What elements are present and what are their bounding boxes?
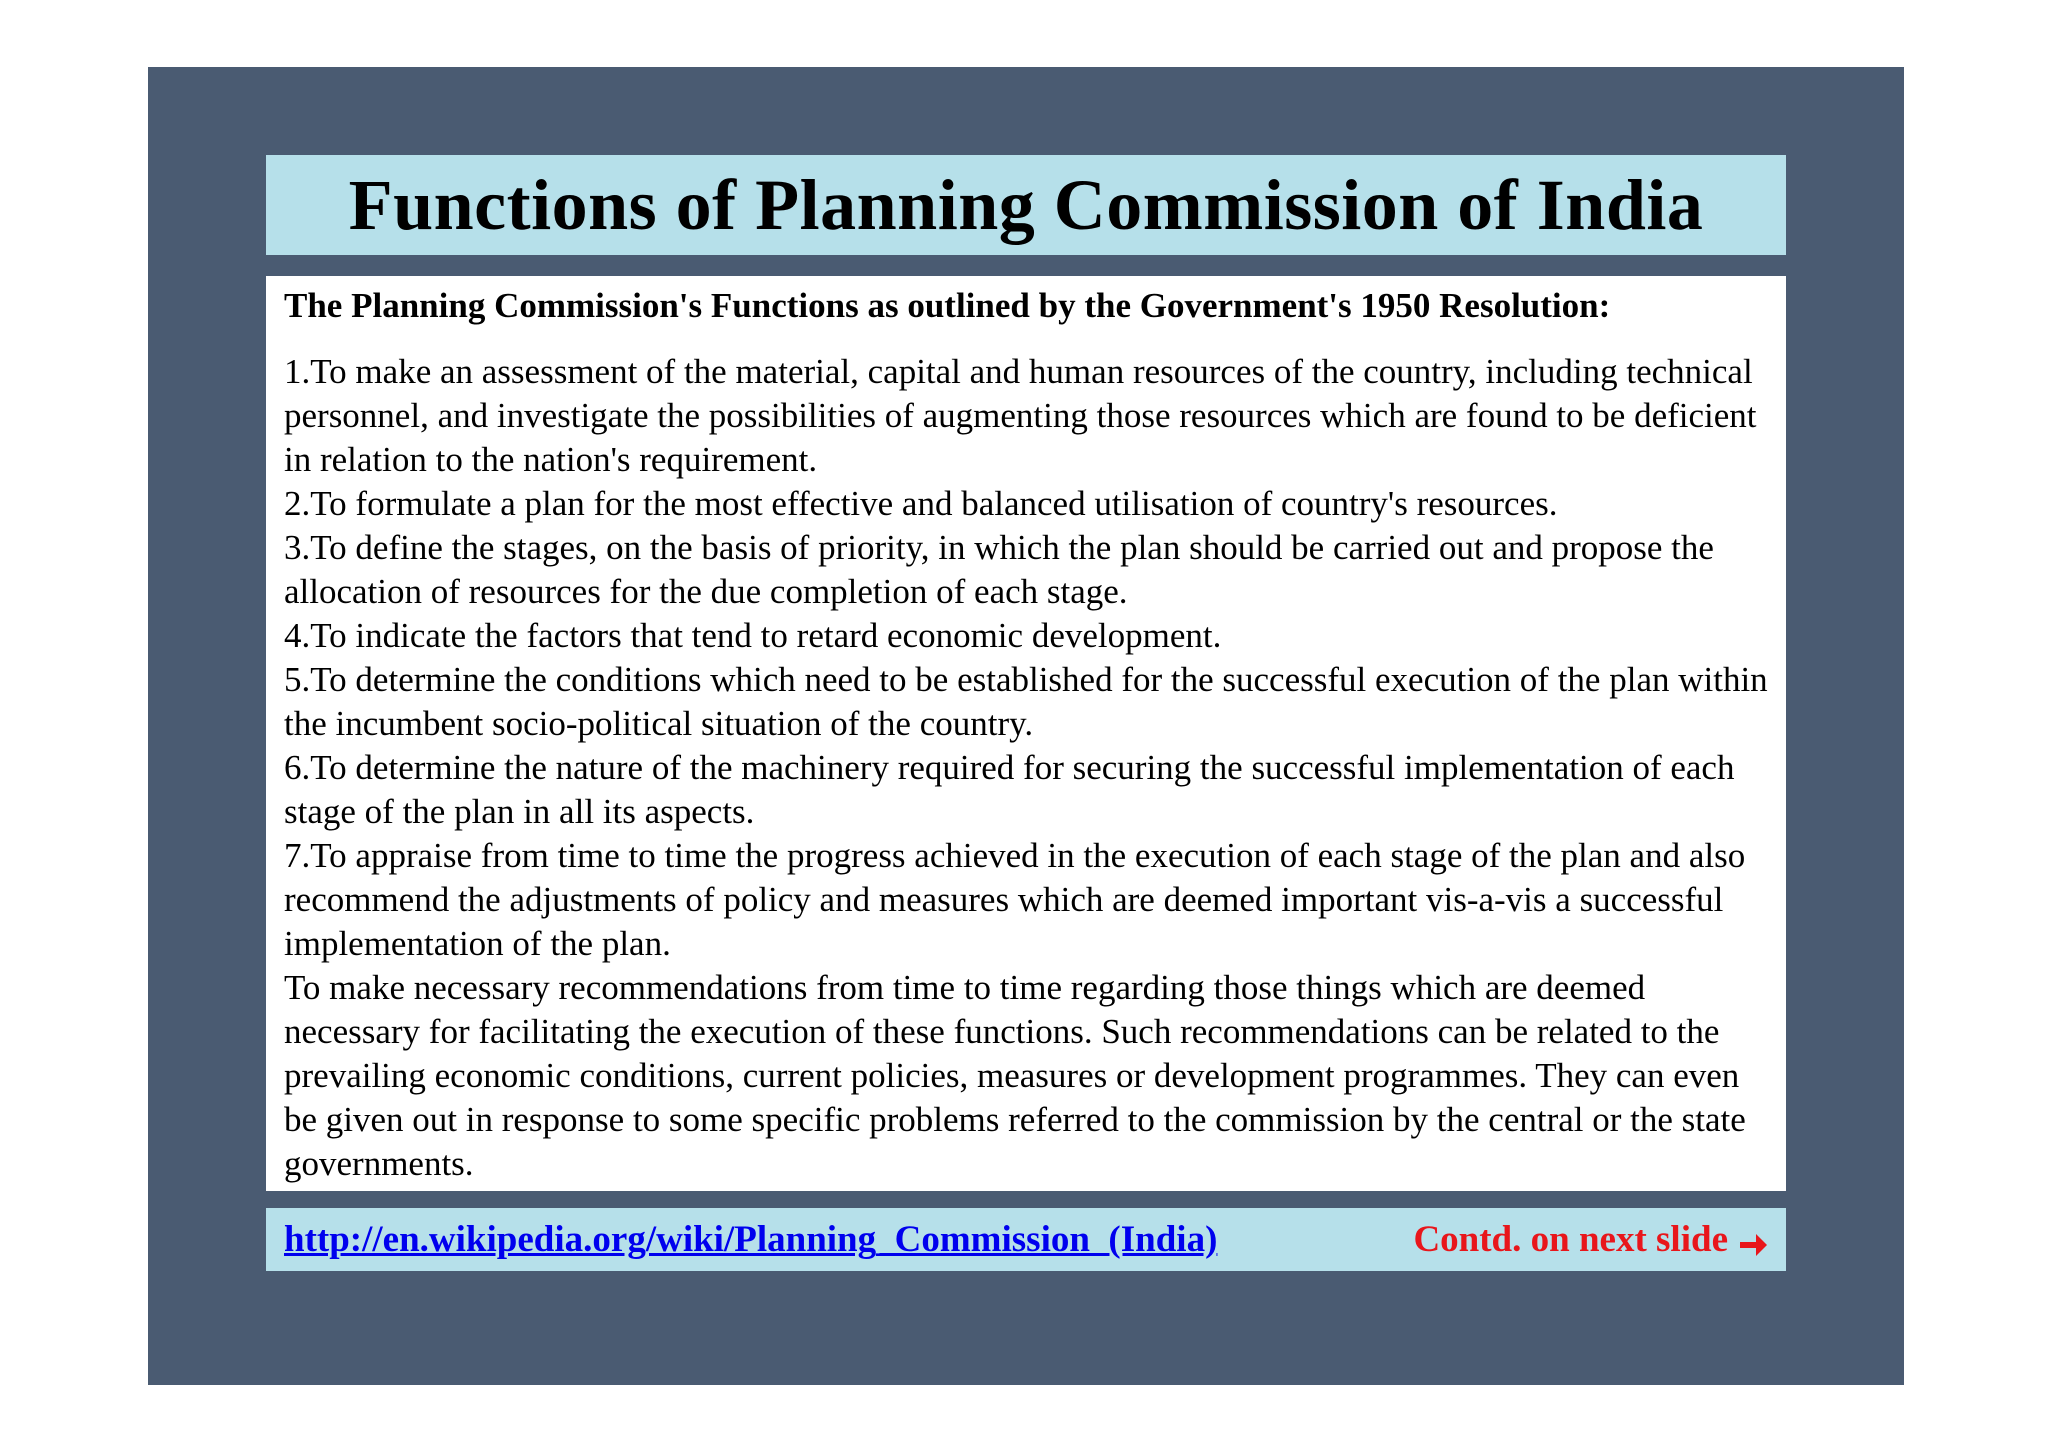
contd-label	[1413, 1218, 1768, 1261]
content-panel	[266, 276, 1786, 1191]
arrow-right-icon	[1738, 1226, 1768, 1254]
footer-banner	[266, 1208, 1786, 1271]
intro-heading: The Planning Commission's Functions as outlined by the Government's 1950 Resolution:	[284, 286, 1611, 325]
function-item-6: 6.To determine the nature of the machinery required for securing the successful implementation of each stage of the plan in all its aspects.	[284, 748, 1735, 831]
title-banner	[266, 155, 1786, 255]
contd-text: Contd. on next slide	[1413, 1219, 1728, 1260]
function-item-8: To make necessary recommendations from time to time regarding those things which are deemed necessary for facilitating the execution of these functions. Such recommendations can be related to the prevailing economic conditions, current policies, measures or development programmes. They can even be given out in response to some specific problems referred to the commission by the central or the state governments.	[284, 968, 1746, 1183]
function-item-2: 2.To formulate a plan for the most effective and balanced utilisation of country's resources.	[284, 484, 1558, 523]
function-item-5: 5.To determine the conditions which need to be established for the successful execution of the plan within the incumbent socio-political situation of the country.	[284, 660, 1768, 743]
function-item-7: 7.To appraise from time to time the progress achieved in the execution of each stage of the plan and also recommend the adjustments of policy and measures which are deemed important vis-a-vis a successful implementation of the plan.	[284, 836, 1746, 963]
function-item-4: 4.To indicate the factors that tend to retard economic development.	[284, 616, 1222, 655]
function-item-3: 3.To define the stages, on the basis of priority, in which the plan should be carried out and propose the allocation of resources for the due completion of each stage.	[284, 528, 1714, 611]
source-link[interactable]: http://en.wikipedia.org/wiki/Planning_Commission_(India)	[284, 1219, 1218, 1260]
functions-list	[284, 350, 1768, 1186]
slide-title: Functions of Planning Commission of India	[348, 164, 1704, 245]
function-item-1: 1.To make an assessment of the material, capital and human resources of the country, including technical personnel, and investigate the possibilities of augmenting those resources which are found to be deficient in relation to the nation's requirement.	[284, 352, 1757, 479]
